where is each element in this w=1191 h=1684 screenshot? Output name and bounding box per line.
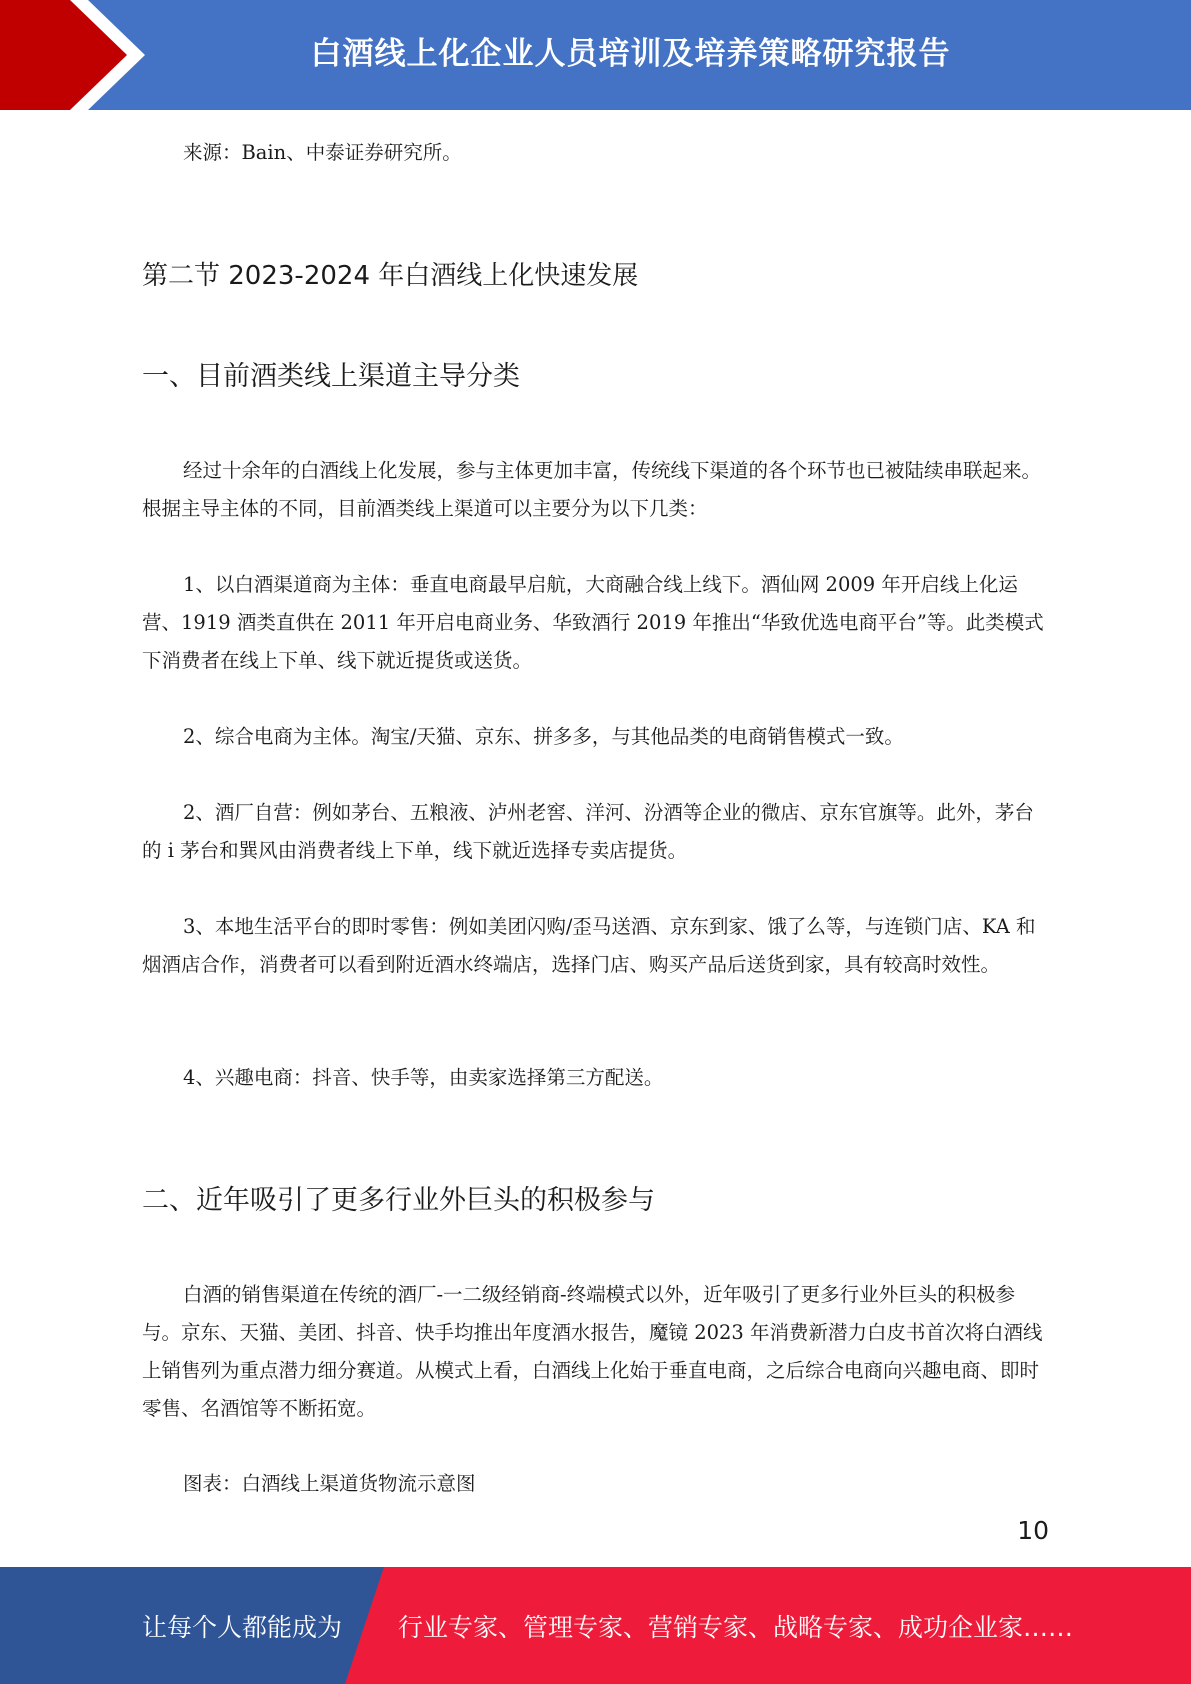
page-header: [0, 0, 1191, 110]
list-item: 4、兴趣电商：抖音、快手等，由卖家选择第三方配送。: [182, 1066, 664, 1089]
footer-slogan-left: 让每个人都能成为: [142, 1612, 343, 1642]
page-footer: [0, 1567, 1191, 1684]
subsection-2-heading: 二、近年吸引了更多行业外巨头的积极参与: [142, 1185, 655, 1216]
page-number: 10: [1017, 1516, 1049, 1545]
list-item: 1、以白酒渠道商为主体：垂直电商最早启航，大商融合线上线下。酒仙网 2009 年开启线上化运营、1919 酒类直供在 2011 年开启电商业务、华致酒行 2019 年推出“华致优选电商平台”等。此类模式下消费者在线上下单、线下就近提货或送货。: [142, 573, 1044, 672]
header-arrow-accent: [0, 0, 150, 110]
footer-slogan-right: 行业专家、管理专家、营销专家、战略专家、成功企业家……: [398, 1612, 1074, 1642]
list-item: 3、本地生活平台的即时零售：例如美团闪购/歪马送酒、京东到家、饿了么等，与连锁门店、KA 和烟酒店合作，消费者可以看到附近酒水终端店，选择门店、购买产品后送货到家，具有较高时效性。: [142, 915, 1036, 976]
list-item: 2、综合电商为主体。淘宝/天猫、京东、拼多多，与其他品类的电商销售模式一致。: [182, 725, 904, 748]
report-title: 白酒线上化企业人员培训及培养策略研究报告: [310, 35, 951, 72]
body-paragraph: 白酒的销售渠道在传统的酒厂-一二级经销商-终端模式以外，近年吸引了更多行业外巨头的积极参与。京东、天猫、美团、抖音、快手均推出年度酒水报告，魔镜 2023 年消费新潜力白皮书首次将白酒线上销售列为重点潜力细分赛道。从模式上看，白酒线上化始于垂直电商，之后综合电商向兴趣电商、即时零售、名酒馆等不断拓宽。: [142, 1283, 1043, 1420]
section-heading: 第二节 2023-2024 年白酒线上化快速发展: [142, 261, 639, 291]
list-item: 2、酒厂自营：例如茅台、五粮液、泸州老窖、洋河、汾酒等企业的微店、京东官旗等。此外，茅台的 i 茅台和巽风由消费者线上下单，线下就近选择专卖店提货。: [142, 801, 1034, 862]
subsection-1-heading: 一、目前酒类线上渠道主导分类: [142, 361, 520, 392]
figure-caption: 图表：白酒线上渠道货物流示意图: [182, 1472, 476, 1495]
source-note: 来源：Bain、中泰证券研究所。: [182, 141, 462, 164]
intro-paragraph: 经过十余年的白酒线上化发展，参与主体更加丰富，传统线下渠道的各个环节也已被陆续串联起来。根据主导主体的不同，目前酒类线上渠道可以主要分为以下几类：: [142, 459, 1041, 520]
